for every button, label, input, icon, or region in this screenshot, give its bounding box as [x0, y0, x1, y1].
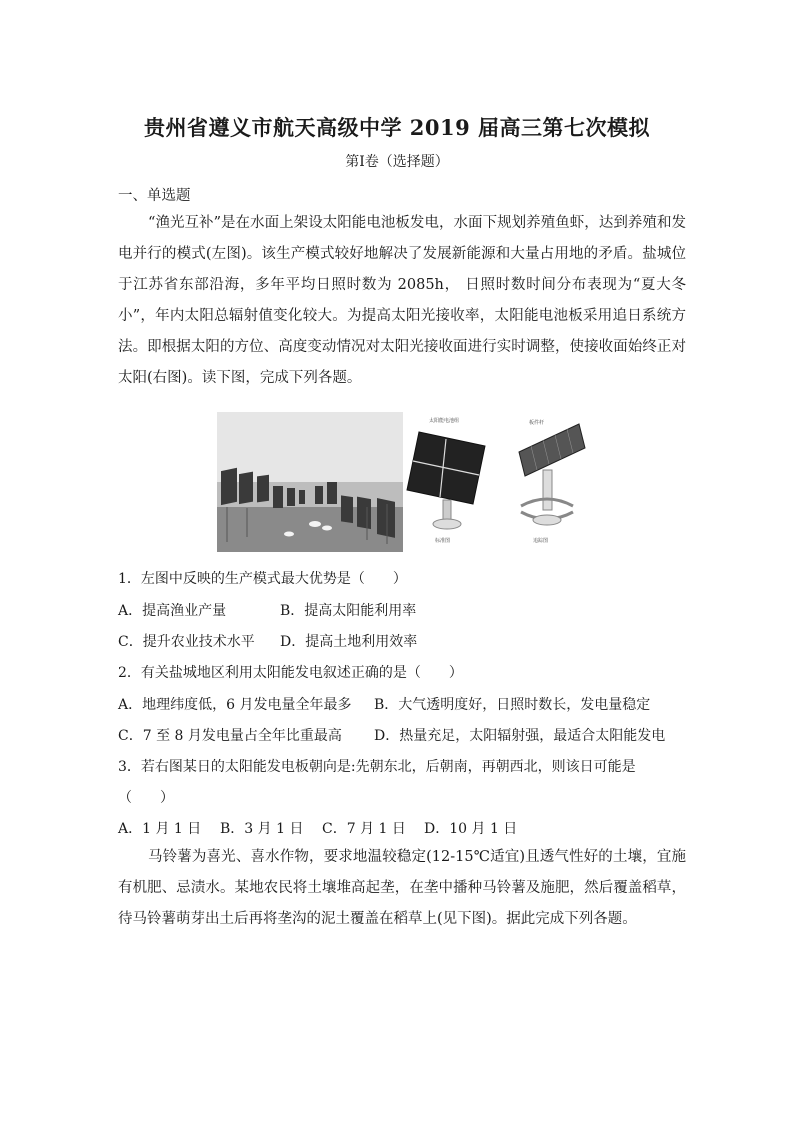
tracking-panel-diagram — [499, 412, 591, 554]
question-3-stem: 3．若右图某日的太阳能发电板朝向是:先朝东北，后朝南，再朝西北，则该日可能是 — [118, 759, 636, 775]
fixed-panel-diagram — [405, 412, 497, 554]
question-2-option-c[interactable]: C．7 至 8 月发电量占全年比重最高 — [118, 728, 342, 744]
question-2-option-d[interactable]: D．热量充足，太阳辐射强，最适合太阳能发电 — [374, 728, 666, 744]
exam-subtitle: 第Ⅰ卷（选择题） — [345, 154, 449, 170]
question-3-option-d[interactable]: D．10 月 1 日 — [424, 821, 518, 837]
question-1-stem: 1．左图中反映的生产模式最大优势是（ ） — [118, 571, 407, 587]
fishery-solar-photo — [217, 412, 403, 552]
question-3-option-a[interactable]: A．1 月 1 日 — [118, 821, 202, 837]
question-2-option-b[interactable]: B．大气透明度好，日照时数长，发电量稳定 — [374, 697, 651, 713]
exam-title: 贵州省遵义市航天高级中学 2019 届高三第七次模拟 — [143, 115, 651, 140]
question-1-option-a[interactable]: A．提高渔业产量 — [118, 603, 227, 619]
tracking-panel-caption: 追踪图 — [533, 538, 549, 544]
question-1-option-c[interactable]: C．提升农业技术水平 — [118, 634, 255, 650]
question-3-option-c[interactable]: C．7 月 1 日 — [322, 821, 406, 837]
section-heading: 一、单选题 — [118, 188, 191, 204]
fixed-panel-caption: 标准图 — [435, 538, 451, 544]
question-1-option-d[interactable]: D．提高土地利用效率 — [280, 634, 418, 650]
question-2-option-a[interactable]: A．地理纬度低，6 月发电量全年最多 — [118, 697, 352, 713]
photo-drawing — [217, 412, 403, 552]
question-2-stem: 2．有关盐城地区利用太阳能发电叙述正确的是（ ） — [118, 665, 463, 681]
question-3-option-b[interactable]: B．3 月 1 日 — [220, 821, 304, 837]
solar-figure — [217, 412, 591, 554]
fixed-panel-label: 太阳能电池组 — [429, 418, 460, 424]
passage-solar-fishery: “渔光互补”是在水面上架设太阳能电池板发电，水面下规划养殖鱼虾，达到养殖和发电并行的模式(左图)。该生产模式较好地解决了发展新能源和大量占用地的矛盾。盐城位于江苏省东部沿海，多年平均日照时数为 2085h， 日照时数时间分布表现为“夏大冬小”，年内太阳总辐射值变化较大。为提高太阳光接收率，太阳能电池板采用追日系统方法。即根据太阳的方位、高度变动情况对太阳光接收面进行实时调整，使接收面始终正对太阳(右图)。读下图，完成下列各题。 — [118, 215, 686, 386]
passage-potato: 马铃薯为喜光、喜水作物，要求地温较稳定(12-15℃适宜)且透气性好的土壤，宜施有机肥、忌渍水。某地农民将土壤堆高起垄，在垄中播种马铃薯及施肥，然后覆盖稻草，待马铃薯萌芽出土后再将垄沟的泥土覆盖在稻草上(见下图)。据此完成下列各题。 — [118, 849, 686, 927]
question-1-option-b[interactable]: B．提高太阳能利用率 — [280, 603, 417, 619]
question-3-stem-continued: （ ） — [118, 790, 174, 806]
tracking-panel-label: 板件杆 — [529, 420, 545, 426]
